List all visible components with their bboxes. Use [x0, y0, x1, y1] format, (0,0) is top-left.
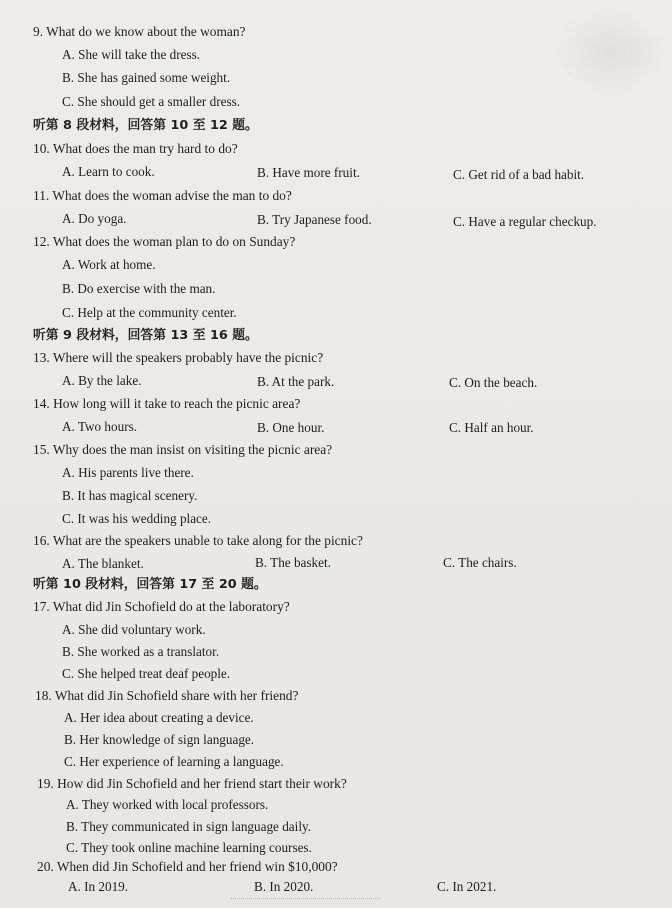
q12-option-b: B. Do exercise with the man. [62, 281, 216, 296]
section-8-heading: 听第 8 段材料，回答第 10 至 12 题。 [33, 118, 258, 133]
q13-option-c: C. On the beach. [449, 375, 538, 390]
q11-option-c: C. Have a regular checkup. [453, 214, 597, 229]
q10-option-a: A. Learn to cook. [62, 164, 155, 179]
q10-option-c: C. Get rid of a bad habit. [453, 167, 585, 182]
q20-option-b: B. In 2020. [254, 879, 314, 894]
q11-option-b: B. Try Japanese food. [257, 212, 372, 227]
q14-option-a: A. Two hours. [62, 419, 138, 434]
scan-smudge [556, 6, 666, 96]
q10-option-b: B. Have more fruit. [257, 165, 360, 180]
q18-option-b: B. Her knowledge of sign language. [64, 732, 255, 747]
q13-option-a: A. By the lake. [62, 373, 142, 388]
q16-option-b: B. The basket. [255, 555, 331, 570]
q14-option-c: C. Half an hour. [449, 420, 534, 435]
question-12: 12. What does the woman plan to do on Sunday? [33, 234, 296, 249]
q9-option-c: C. She should get a smaller dress. [62, 94, 241, 109]
q18-option-c: C. Her experience of learning a language. [64, 754, 284, 769]
q9-option-a: A. She will take the dress. [62, 47, 201, 62]
question-18: 18. What did Jin Schofield share with her friend? [35, 688, 299, 703]
q19-option-b: B. They communicated in sign language daily. [66, 819, 312, 834]
q15-option-b: B. It has magical scenery. [62, 488, 198, 503]
q9-option-b: B. She has gained some weight. [62, 70, 231, 85]
section-10-heading: 听第 10 段材料，回答第 17 至 20 题。 [33, 577, 267, 592]
q15-option-a: A. His parents live there. [62, 465, 194, 480]
q12-option-c: C. Help at the community center. [62, 305, 237, 320]
q19-option-c: C. They took online machine learning courses. [66, 840, 312, 855]
q16-option-c: C. The chairs. [443, 555, 517, 570]
question-20: 20. When did Jin Schofield and her friend win $10,000? [37, 859, 338, 874]
question-13: 13. Where will the speakers probably have the picnic? [33, 350, 324, 365]
q14-option-b: B. One hour. [257, 420, 325, 435]
question-15: 15. Why does the man insist on visiting the picnic area? [33, 442, 333, 457]
q16-option-a: A. The blanket. [62, 556, 144, 571]
q17-option-b: B. She worked as a translator. [62, 644, 220, 659]
q11-option-a: A. Do yoga. [62, 211, 127, 226]
q19-option-a: A. They worked with local professors. [66, 797, 269, 812]
q20-option-c: C. In 2021. [437, 879, 497, 894]
question-11: 11. What does the woman advise the man to do? [33, 188, 292, 203]
question-16: 16. What are the speakers unable to take along for the picnic? [33, 533, 363, 548]
q13-option-b: B. At the park. [257, 374, 335, 389]
question-14: 14. How long will it take to reach the picnic area? [33, 396, 301, 411]
q17-option-a: A. She did voluntary work. [62, 622, 206, 637]
question-10: 10. What does the man try hard to do? [33, 141, 238, 156]
q12-option-a: A. Work at home. [62, 257, 156, 272]
q20-option-a: A. In 2019. [68, 879, 129, 894]
q15-option-c: C. It was his wedding place. [62, 511, 212, 526]
question-17: 17. What did Jin Schofield do at the laboratory? [33, 599, 290, 614]
question-19: 19. How did Jin Schofield and her friend start their work? [37, 776, 347, 791]
q17-option-c: C. She helped treat deaf people. [62, 666, 231, 681]
section-9-heading: 听第 9 段材料，回答第 13 至 16 题。 [33, 328, 258, 343]
question-9: 9. What do we know about the woman? [33, 24, 246, 39]
q18-option-a: A. Her idea about creating a device. [64, 710, 254, 725]
